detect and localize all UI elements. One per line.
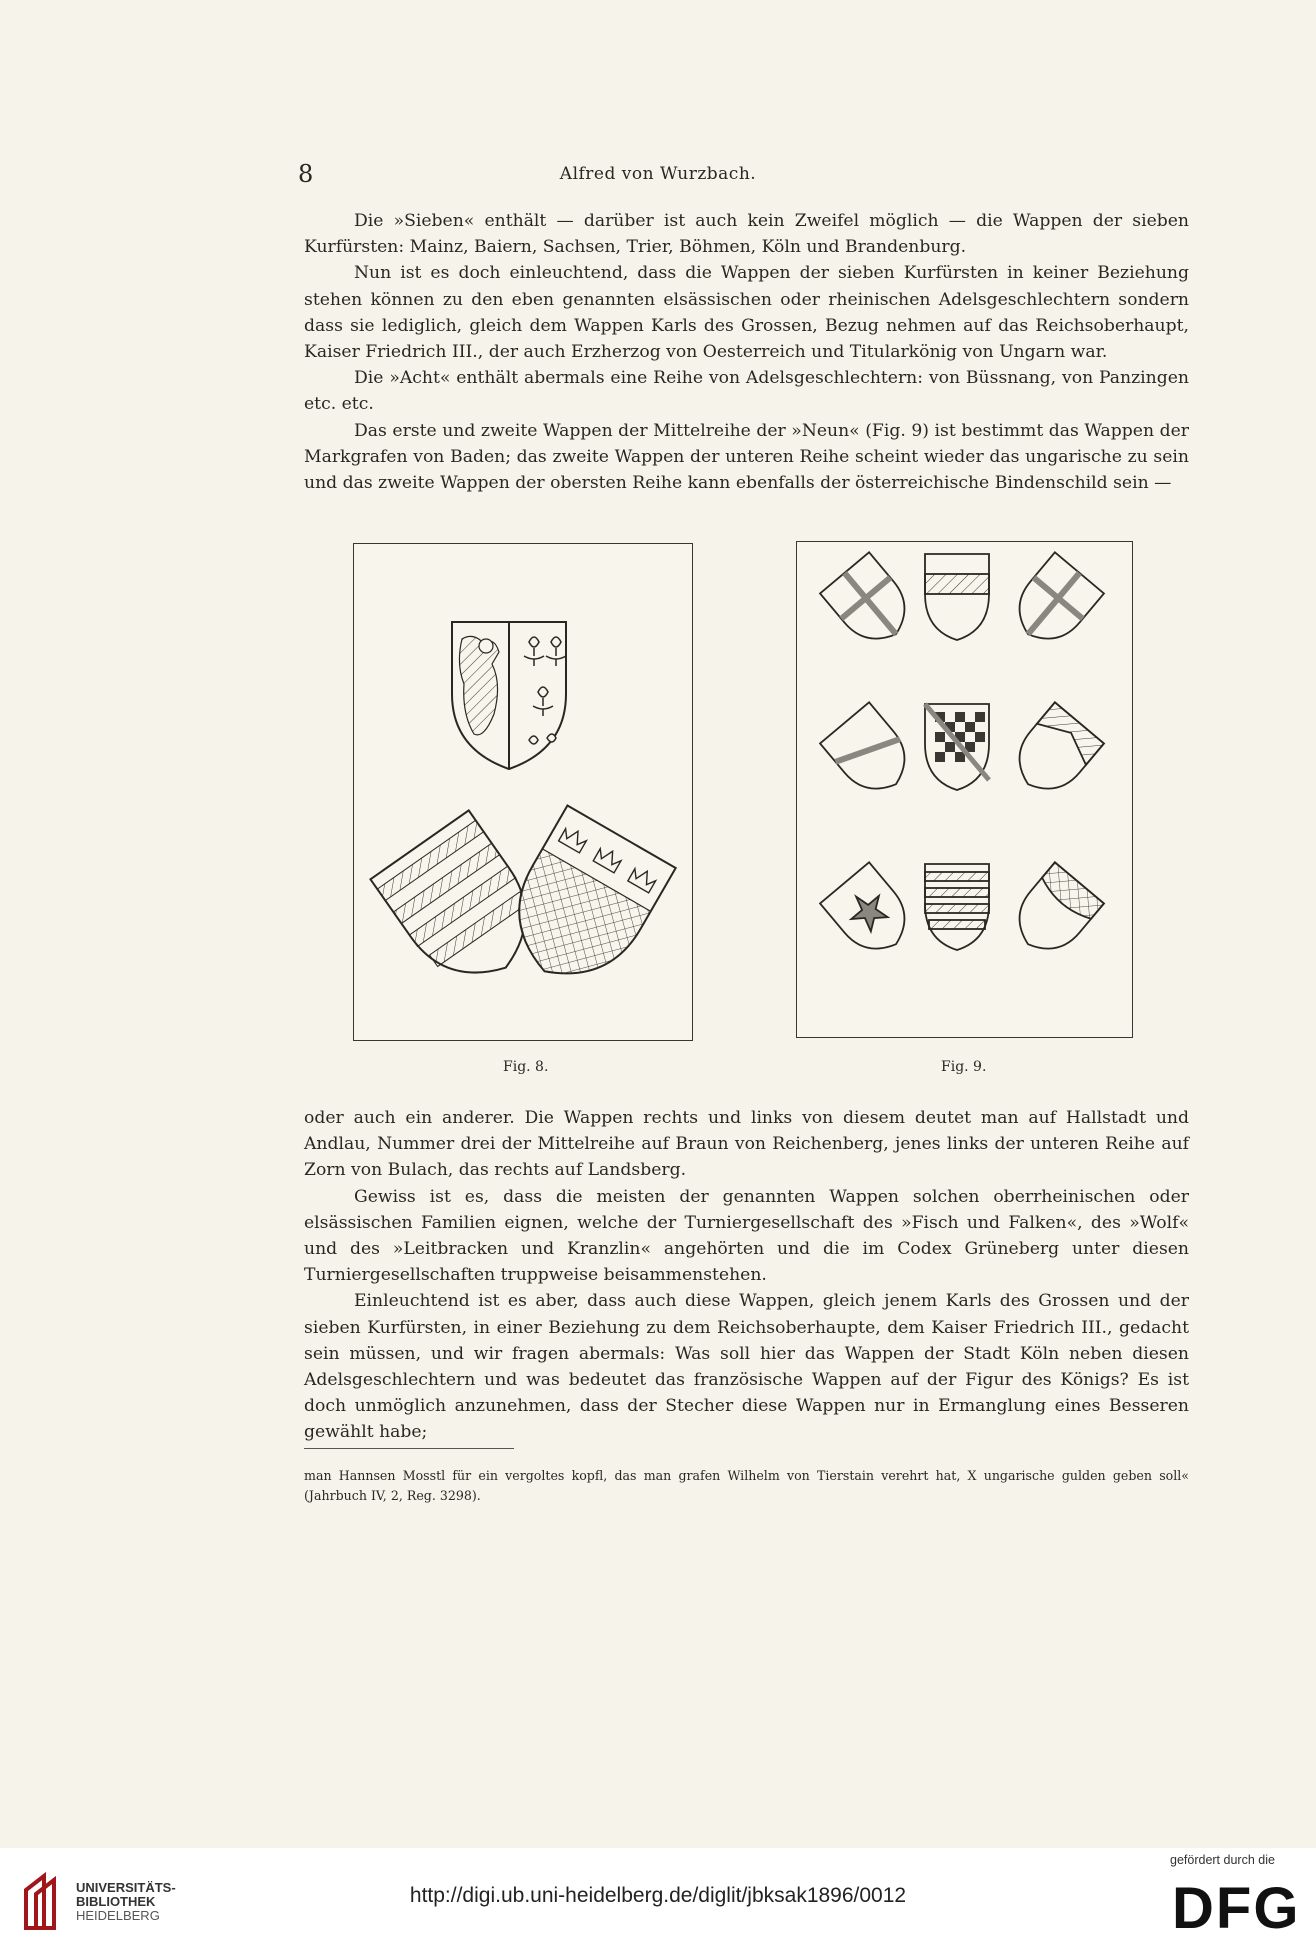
page-number: 8 [298, 160, 314, 188]
paragraph: oder auch ein anderer. Die Wappen rechts und links von diesem deutet man auf Hallstadt und Andlau, Nummer drei der Mittelreihe auf Braun von Reichenberg, jenes links der unteren Reihe auf Zorn von Bulach, das rechts auf Landsberg. [304, 1108, 1189, 1181]
paragraph: Nun ist es doch einleuchtend, dass die Wappen der sieben Kurfürsten in keiner Beziehung stehen können zu den eben genannten elsässischen oder rheinischen Adelsgeschlechtern sondern dass sie lediglich, gleich dem Wappen Karls des Grossen, Bezug nehmen auf das Reichsoberhaupt, Kaiser Friedrich III., der auch Erzherzog von Oesterreich und Titularkönig von Ungarn war. [304, 263, 1189, 363]
shield-row1-left [820, 552, 920, 654]
library-line: BIBLIOTHEK [76, 1894, 156, 1909]
funded-by-label: gefördert durch die [1170, 1853, 1275, 1867]
paragraph: Die »Acht« enthält abermals eine Reihe von Adelsgeschlechtern: von Büssnang, von Panzingen etc. etc. [304, 368, 1189, 415]
shield-row1-right [1003, 552, 1103, 654]
figure-9-coats-of-arms [796, 541, 1133, 1038]
figure-9-caption: Fig. 9. [941, 1059, 987, 1075]
running-title: Alfred von Wurzbach. [559, 164, 757, 184]
shield-row2-middle [925, 704, 989, 790]
library-line: UNIVERSITÄTS- [76, 1880, 176, 1895]
shield-row3-middle [925, 864, 989, 950]
shield-row1-middle [925, 554, 989, 640]
figure-8-illustration [354, 544, 692, 1040]
library-line: HEIDELBERG [76, 1908, 160, 1923]
shield-row3-right [1003, 862, 1103, 964]
shield-row3-left [820, 862, 920, 964]
paragraph: Gewiss ist es, dass die meisten der genannten Wappen solchen oberrheinischen oder elsässischen Familien eignen, welche der Turniergesellschaft des »Fisch und Falken«, des »Wolf« und des »Leitbracken und Kranzlin« angehörten und die im Codex Grüneberg unter diesen Turniergesellschaften truppweise beisammenstehen. [304, 1186, 1189, 1286]
body-text-bottom [304, 1105, 1189, 1446]
figure-8-caption: Fig. 8. [503, 1059, 549, 1075]
footnote: man Hannsen Mosstl für ein vergoltes kopfl, das man grafen Wilhelm von Tierstain verehrt hat, X ungarische gulden geben soll« (Jahrbuch IV, 2, Reg. 3298). [304, 1468, 1189, 1503]
footnote-divider [304, 1448, 514, 1449]
shield-row2-right [1003, 702, 1103, 804]
shield-eagle-lilies [452, 622, 566, 769]
paragraph: Einleuchtend ist es aber, dass auch diese Wappen, gleich jenem Karls des Grossen und der sieben Kurfürsten, in einer Beziehung zu dem Reichsoberhaupte, dem Kaiser Friedrich III., gedacht sein müssen, und wir fragen abermals: Was soll hier das Wappen der Stadt Köln neben diesen Adelsgeschlechtern und was bedeutet das französische Wappen auf der Figur des Königs? Es ist doch unmöglich anzunehmen, dass der Stecher diese Wappen nur in Ermanglung eines Besseren gewählt habe; [304, 1291, 1189, 1443]
paragraph: Das erste und zweite Wappen der Mittelreihe der »Neun« (Fig. 9) ist bestimmt das Wappen der Markgrafen von Baden; das zweite Wappen der unteren Reihe scheint wieder das ungarische zu sein und das zweite Wappen der obersten Reihe kann ebenfalls der österreichische Bindenschild sein — [304, 420, 1189, 494]
figure-9-illustration [797, 542, 1132, 1037]
body-text-top [304, 208, 1189, 496]
document-url-link[interactable]: http://digi.ub.uni-heidelberg.de/diglit/jbksak1896/0012 [409, 1884, 907, 1907]
figure-8-coats-of-arms [353, 543, 693, 1041]
paragraph: Die »Sieben« enthält — darüber ist auch kein Zweifel möglich — die Wappen der sieben Kurfürsten: Mainz, Baiern, Sachsen, Trier, Böhmen, Köln und Brandenburg. [304, 211, 1189, 258]
dfg-logo[interactable]: DFG [1172, 1876, 1301, 1941]
shield-row2-left [820, 702, 920, 804]
